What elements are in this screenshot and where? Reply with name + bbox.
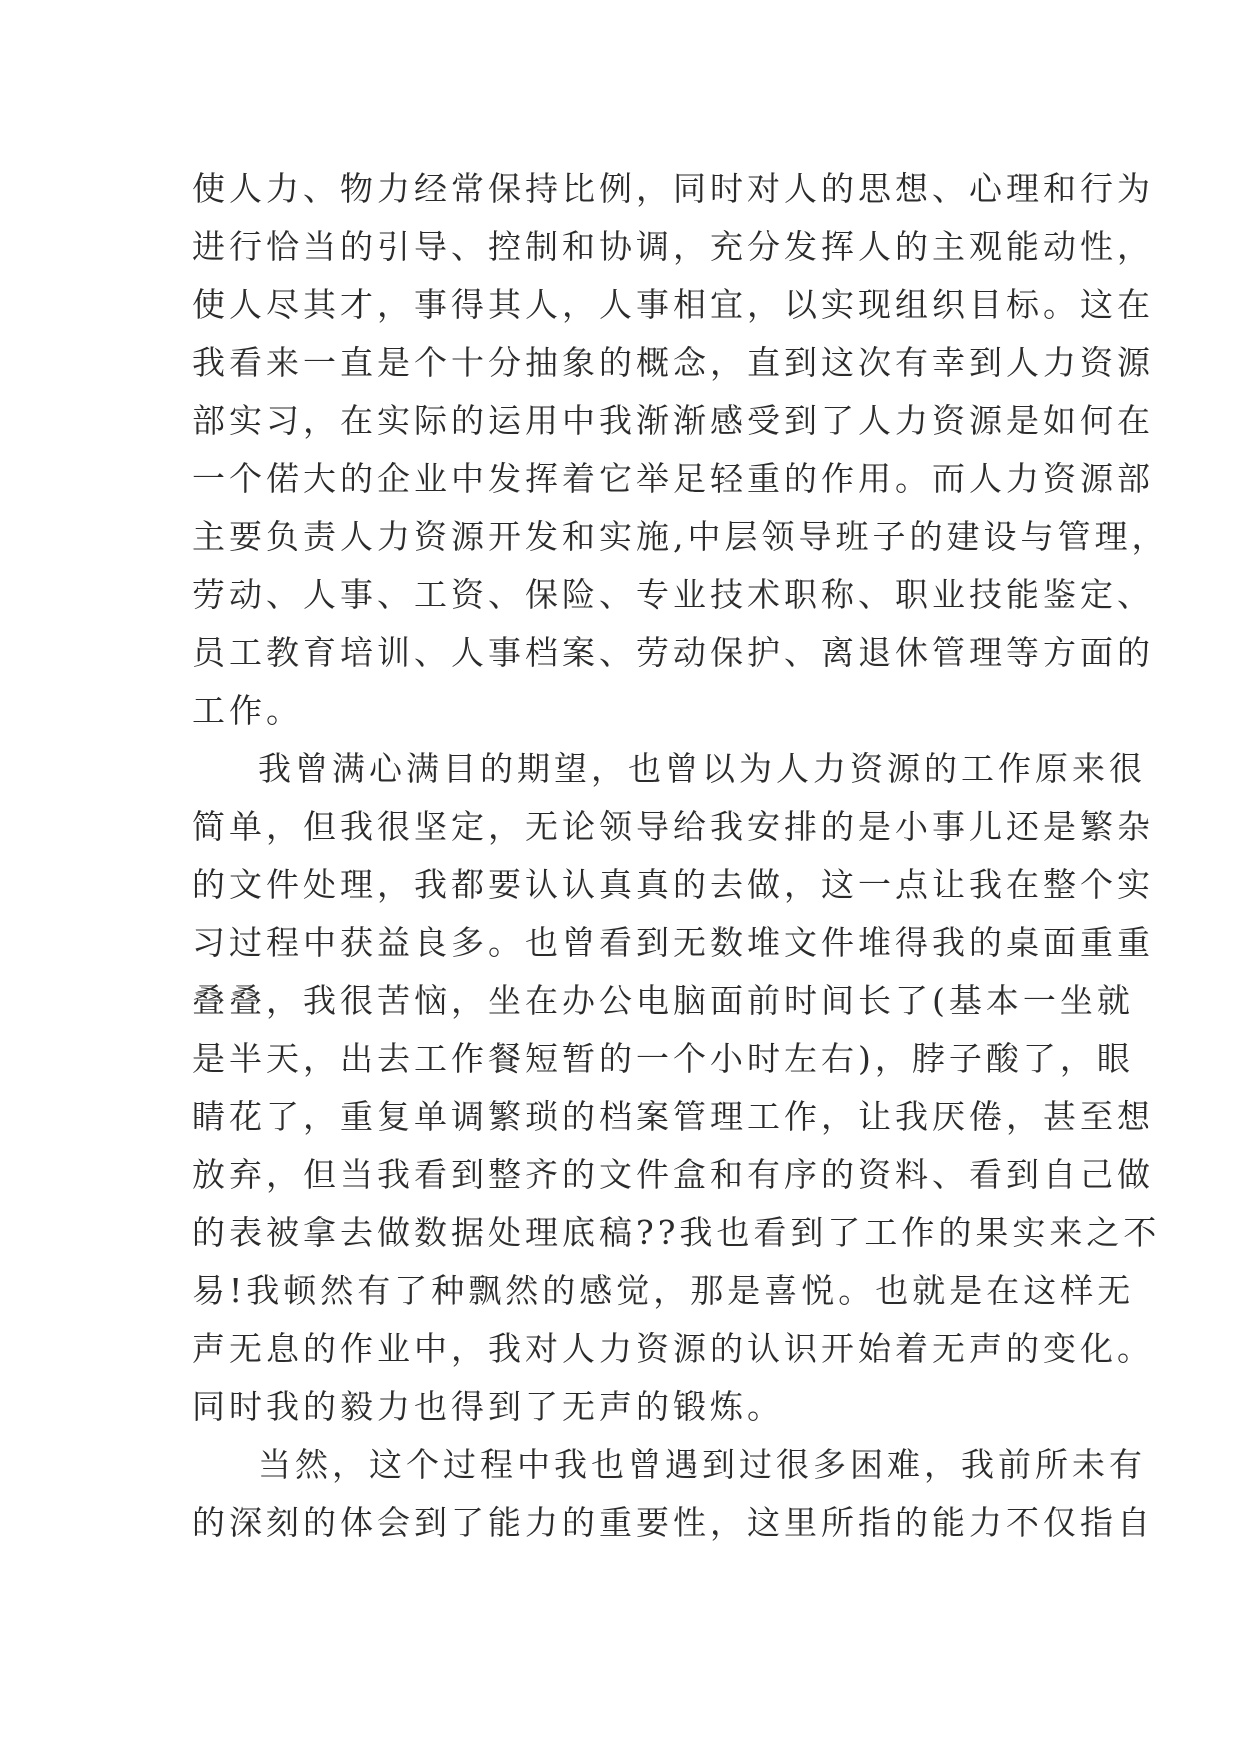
text-line: 使人尽其才，事得其人，人事相宜，以实现组织目标。这在 [192,285,1154,324]
text-line: 睛花了，重复单调繁琐的档案管理工作，让我厌倦，甚至想 [192,1097,1154,1136]
text-line: 习过程中获益良多。也曾看到无数堆文件堆得我的桌面重重 [192,923,1154,962]
text-line: 放弃，但当我看到整齐的文件盒和有序的资料、看到自己做 [192,1155,1154,1194]
text-line: 叠叠，我很苦恼，坐在办公电脑面前时间长了(基本一坐就 [192,981,1134,1020]
text-line: 的文件处理，我都要认认真真的去做，这一点让我在整个实 [192,865,1154,904]
paragraph-start-line: 当然，这个过程中我也曾遇到过很多困难，我前所未有 [258,1445,1146,1484]
text-line: 简单，但我很坚定，无论领导给我安排的是小事儿还是繁杂 [192,807,1154,846]
text-line: 同时我的毅力也得到了无声的锻炼。 [192,1387,784,1426]
text-line: 我看来一直是个十分抽象的概念，直到这次有幸到人力资源 [192,343,1154,382]
text-line: 主要负责人力资源开发和实施,中层领导班子的建设与管理， [192,517,1169,556]
document-body [192,160,1169,1552]
text-line: 的深刻的体会到了能力的重要性，这里所指的能力不仅指自 [192,1503,1154,1542]
text-line: 的表被拿去做数据处理底稿??我也看到了工作的果实来之不 [192,1213,1161,1252]
paragraph-start-line: 我曾满心满目的期望，也曾以为人力资源的工作原来很 [258,749,1146,788]
text-line: 工作。 [192,691,303,730]
text-line: 员工教育培训、人事档案、劳动保护、离退休管理等方面的 [192,633,1154,672]
text-line: 声无息的作业中，我对人力资源的认识开始着无声的变化。 [192,1329,1154,1368]
text-line: 一个偌大的企业中发挥着它举足轻重的作用。而人力资源部 [192,459,1154,498]
text-line: 进行恰当的引导、控制和协调，充分发挥人的主观能动性， [192,227,1154,266]
text-line: 是半天，出去工作餐短暂的一个小时左右)，脖子酸了，眼 [192,1039,1134,1078]
text-line: 使人力、物力经常保持比例，同时对人的思想、心理和行为 [192,169,1154,208]
text-line: 劳动、人事、工资、保险、专业技术职称、职业技能鉴定、 [192,575,1154,614]
text-line: 部实习，在实际的运用中我渐渐感受到了人力资源是如何在 [192,401,1154,440]
text-line: 易!我顿然有了种飘然的感觉，那是喜悦。也就是在这样无 [192,1271,1135,1310]
